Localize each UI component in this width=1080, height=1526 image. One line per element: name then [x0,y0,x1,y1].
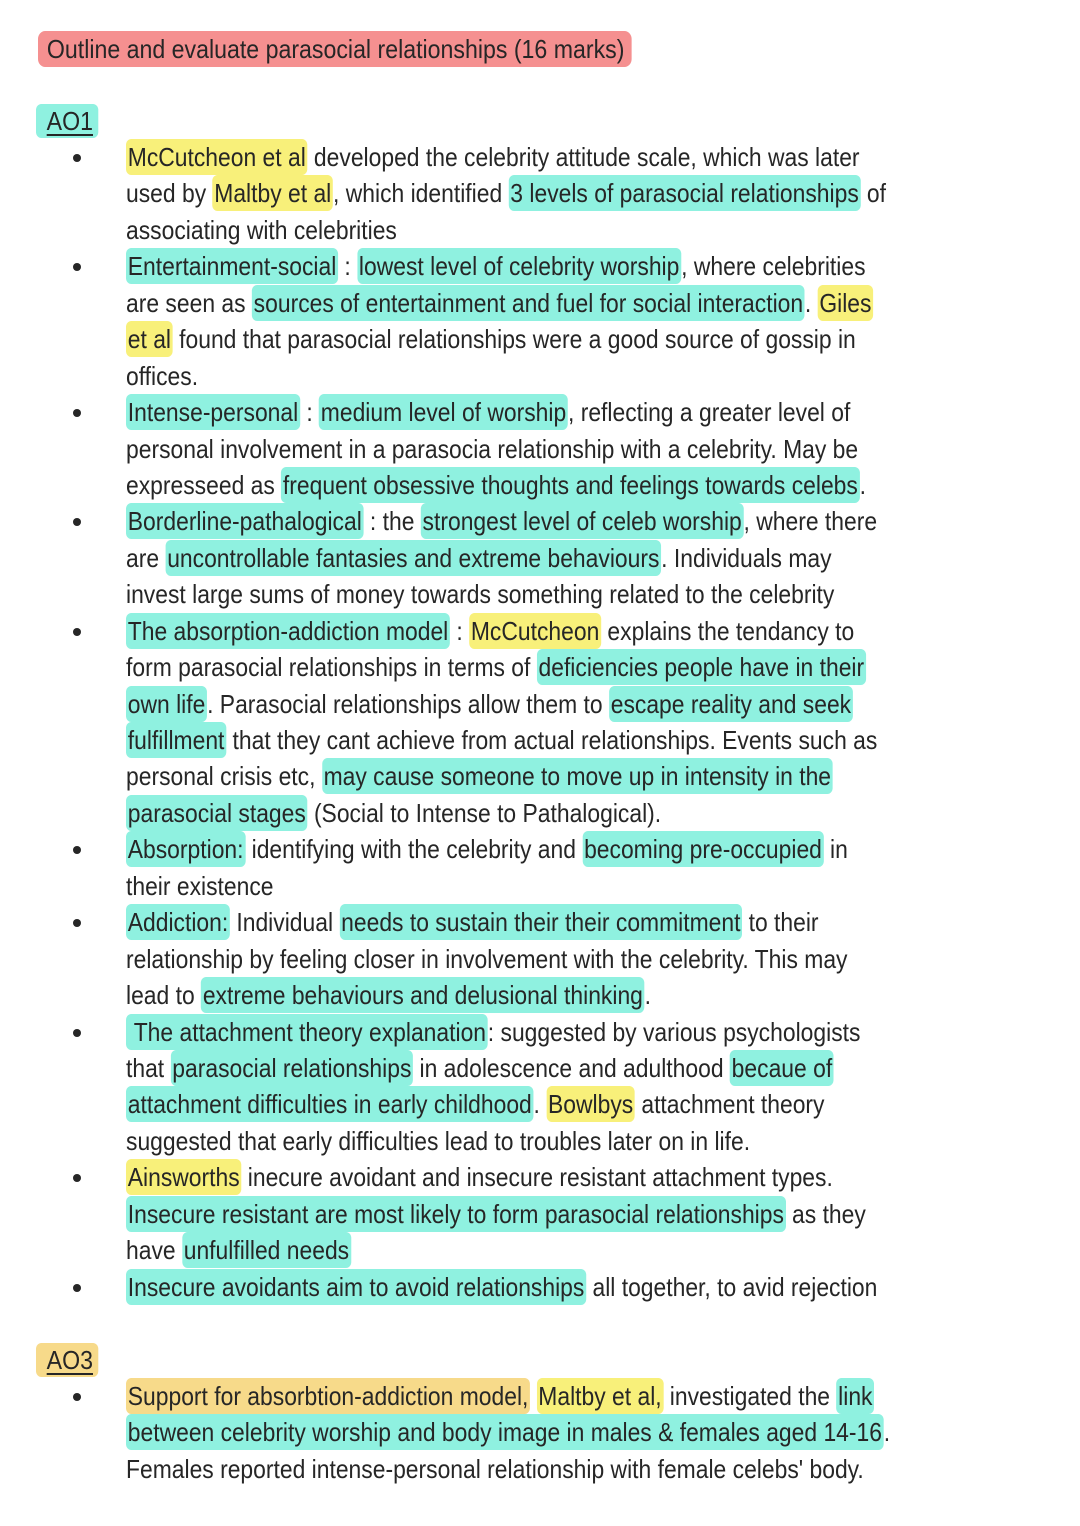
text-line [15,904,965,940]
highlight-cyan: parasocial stages [126,795,308,831]
text-segment: : [450,615,470,646]
highlight-orange: Support for absorbtion-addiction model, [126,1378,530,1414]
text-segment: have [126,1235,182,1266]
highlight-cyan: fulfillment [126,722,226,758]
bullet-item [0,1159,1080,1268]
bullet-item [0,613,1080,832]
text-segment: , reflecting a greater level of [567,397,851,428]
highlight-cyan: extreme behaviours and delusional thinking [201,977,645,1013]
highlight-cyan: medium level of worship [319,394,568,430]
bullet-item [0,394,1080,503]
text-segment: as they [785,1198,866,1229]
highlight-cyan: The attachment theory explanation [126,1014,488,1050]
text-segment: to their [742,907,819,938]
highlight-cyan: uncontrollable fantasies and extreme behaviours [165,540,661,576]
bullet-item [0,1014,1080,1160]
text-segment: are seen as [126,287,252,318]
text-segment: personal involvement in a parasocia relationship with a celebrity. May be [126,433,859,464]
text-line [15,248,965,284]
text-line [15,431,965,467]
text-line [15,1123,965,1159]
text-segment [530,1381,536,1411]
highlight-yellow: Giles [818,285,874,321]
text-segment: : [338,251,358,282]
highlight-cyan: may cause someone to move up in intensity in the [322,758,833,794]
highlight-cyan: Insecure avoidants aim to avoid relationships [126,1269,586,1305]
text-segment: : [299,397,320,428]
text-line [15,1196,965,1232]
bullet-item [0,1269,1080,1305]
text-segment: offices. [126,360,199,391]
text-segment: . [804,287,818,318]
text-segment: . [883,1417,891,1448]
highlight-cyan: own life [126,686,207,722]
highlight-cyan: needs to sustain their their commitment [339,904,742,940]
text-segment: lead to [126,980,202,1011]
text-segment: in adolescence and adulthood [413,1052,730,1083]
section-heading-ao3: AO3 [36,1343,98,1377]
text-line [15,795,965,831]
text-line [15,175,965,211]
highlight-yellow: Maltby et al, [537,1378,664,1414]
highlight-cyan: 3 levels of parasocial relationships [509,175,861,211]
highlight-cyan: deficiencies people have in their [537,649,866,685]
highlight-yellow: Bowlbys [546,1086,635,1122]
text-segment: (Social to Intense to Pathalogical). [307,797,662,828]
highlight-cyan: between celebrity worship and body image in males & females aged 14-16 [126,1414,884,1450]
highlight-cyan: Entertainment-social [126,248,338,284]
text-line [15,613,965,649]
text-segment: explains the tendancy to [601,615,855,646]
text-segment: : the [363,506,421,537]
text-line [15,576,965,612]
text-segment: that [126,1052,171,1083]
text-line [15,1378,965,1414]
text-segment: all together, to avid rejection [586,1271,878,1302]
highlight-yellow: McCutcheon et al [126,139,308,175]
highlight-cyan: The absorption-addiction model [126,613,450,649]
text-segment: invest large sums of money towards something related to the celebrity [126,579,835,610]
ao3-bullet-list [0,1378,1080,1487]
text-segment: , which identified [333,178,509,209]
section-heading-ao1: AO1 [36,104,98,138]
text-segment: are [126,542,166,573]
text-segment: . Parasocial relationships allow them to [207,688,609,719]
highlight-cyan: unfulfilled needs [182,1232,351,1268]
text-segment: . [533,1089,547,1120]
text-line [15,649,965,685]
text-line [15,1050,965,1086]
highlight-cyan: escape reality and seek [609,686,853,722]
text-segment: Females reported intense-personal relationship with female celebs' body. [126,1453,864,1484]
highlight-cyan: Addiction: [126,904,230,940]
text-segment: personal crisis etc, [126,761,322,792]
highlight-cyan: strongest level of celeb worship [421,503,744,539]
text-line [15,758,965,794]
text-line [15,831,965,867]
text-segment: Individual [230,907,340,938]
bullet-item [0,1378,1080,1487]
highlight-yellow: Maltby et al [213,175,334,211]
highlight-cyan: link [836,1378,874,1414]
text-segment: inecure avoidant and insecure resistant attachment types. [241,1162,833,1193]
highlight-cyan: parasocial relationships [171,1050,414,1086]
highlight-cyan: sources of entertainment and fuel for social interaction [252,285,805,321]
text-line [15,212,965,248]
text-line [15,540,965,576]
text-segment: developed the celebrity attitude scale, which was later [307,142,860,172]
bullet-item [0,503,1080,612]
text-segment: . Individuals may [661,542,832,573]
ao1-bullet-list [0,139,1080,1305]
text-line [15,686,965,722]
text-line [15,722,965,758]
text-segment: of [860,178,886,209]
text-segment: that they cant achieve from actual relationships. Events such as [226,725,878,755]
text-segment: . [859,469,866,500]
highlight-cyan: attachment difficulties in early childhood [126,1086,534,1122]
highlight-cyan: becaue of [730,1050,834,1086]
text-segment: their existence [126,870,274,901]
text-line [15,941,965,977]
bullet-item [0,248,1080,394]
text-segment: : suggested by various psychologists [487,1016,861,1047]
text-segment: relationship by feeling closer in involvement with the celebrity. This may [126,943,848,974]
highlight-cyan: Insecure resistant are most likely to form parasocial relationships [126,1196,786,1232]
highlight-yellow: et al [126,321,173,357]
bullet-item [0,904,1080,1013]
text-line [15,1232,965,1268]
text-segment: used by [126,178,213,209]
text-line [15,1451,965,1487]
text-segment: in [823,834,848,865]
highlight-cyan: Absorption: [126,831,245,867]
highlight-cyan: becoming pre-occupied [582,831,823,867]
text-segment: , where celebrities [681,251,866,282]
highlight-yellow: Ainsworths [126,1159,241,1195]
text-line [15,321,965,357]
text-line [15,868,965,904]
bullet-item [0,139,1080,248]
text-line [15,139,965,175]
text-line [15,358,965,394]
text-line [15,1014,965,1050]
text-line [15,977,965,1013]
highlight-cyan: Borderline-pathalogical [126,503,364,539]
text-segment: form parasocial relationships in terms of [126,652,537,683]
highlight-yellow: McCutcheon [469,613,601,649]
text-segment: identifying with the celebrity and [245,834,583,865]
text-segment: associating with celebrities [126,214,397,245]
text-line [15,503,965,539]
text-segment: , where there [743,506,878,537]
text-line [15,394,965,430]
text-segment: suggested that early difficulties lead to troubles later on in life. [126,1125,751,1156]
text-segment: expresseed as [126,469,282,500]
text-line [15,285,965,321]
text-line [15,1086,965,1122]
highlight-cyan: Intense-personal [126,394,300,430]
question-title: Outline and evaluate parasocial relationships (16 marks) [38,31,632,67]
highlight-cyan: frequent obsessive thoughts and feelings towards celebs [281,467,859,503]
text-line [15,1269,965,1305]
highlight-cyan: lowest level of celebrity worship [357,248,681,284]
bullet-item [0,831,1080,904]
text-line [15,1159,965,1195]
text-segment: investigated the [663,1381,837,1411]
text-line [15,467,965,503]
text-segment: found that parasocial relationships were a good source of gossip in [172,324,856,355]
text-segment: attachment theory [634,1089,825,1120]
text-segment: . [644,980,652,1011]
text-line [15,1414,965,1450]
